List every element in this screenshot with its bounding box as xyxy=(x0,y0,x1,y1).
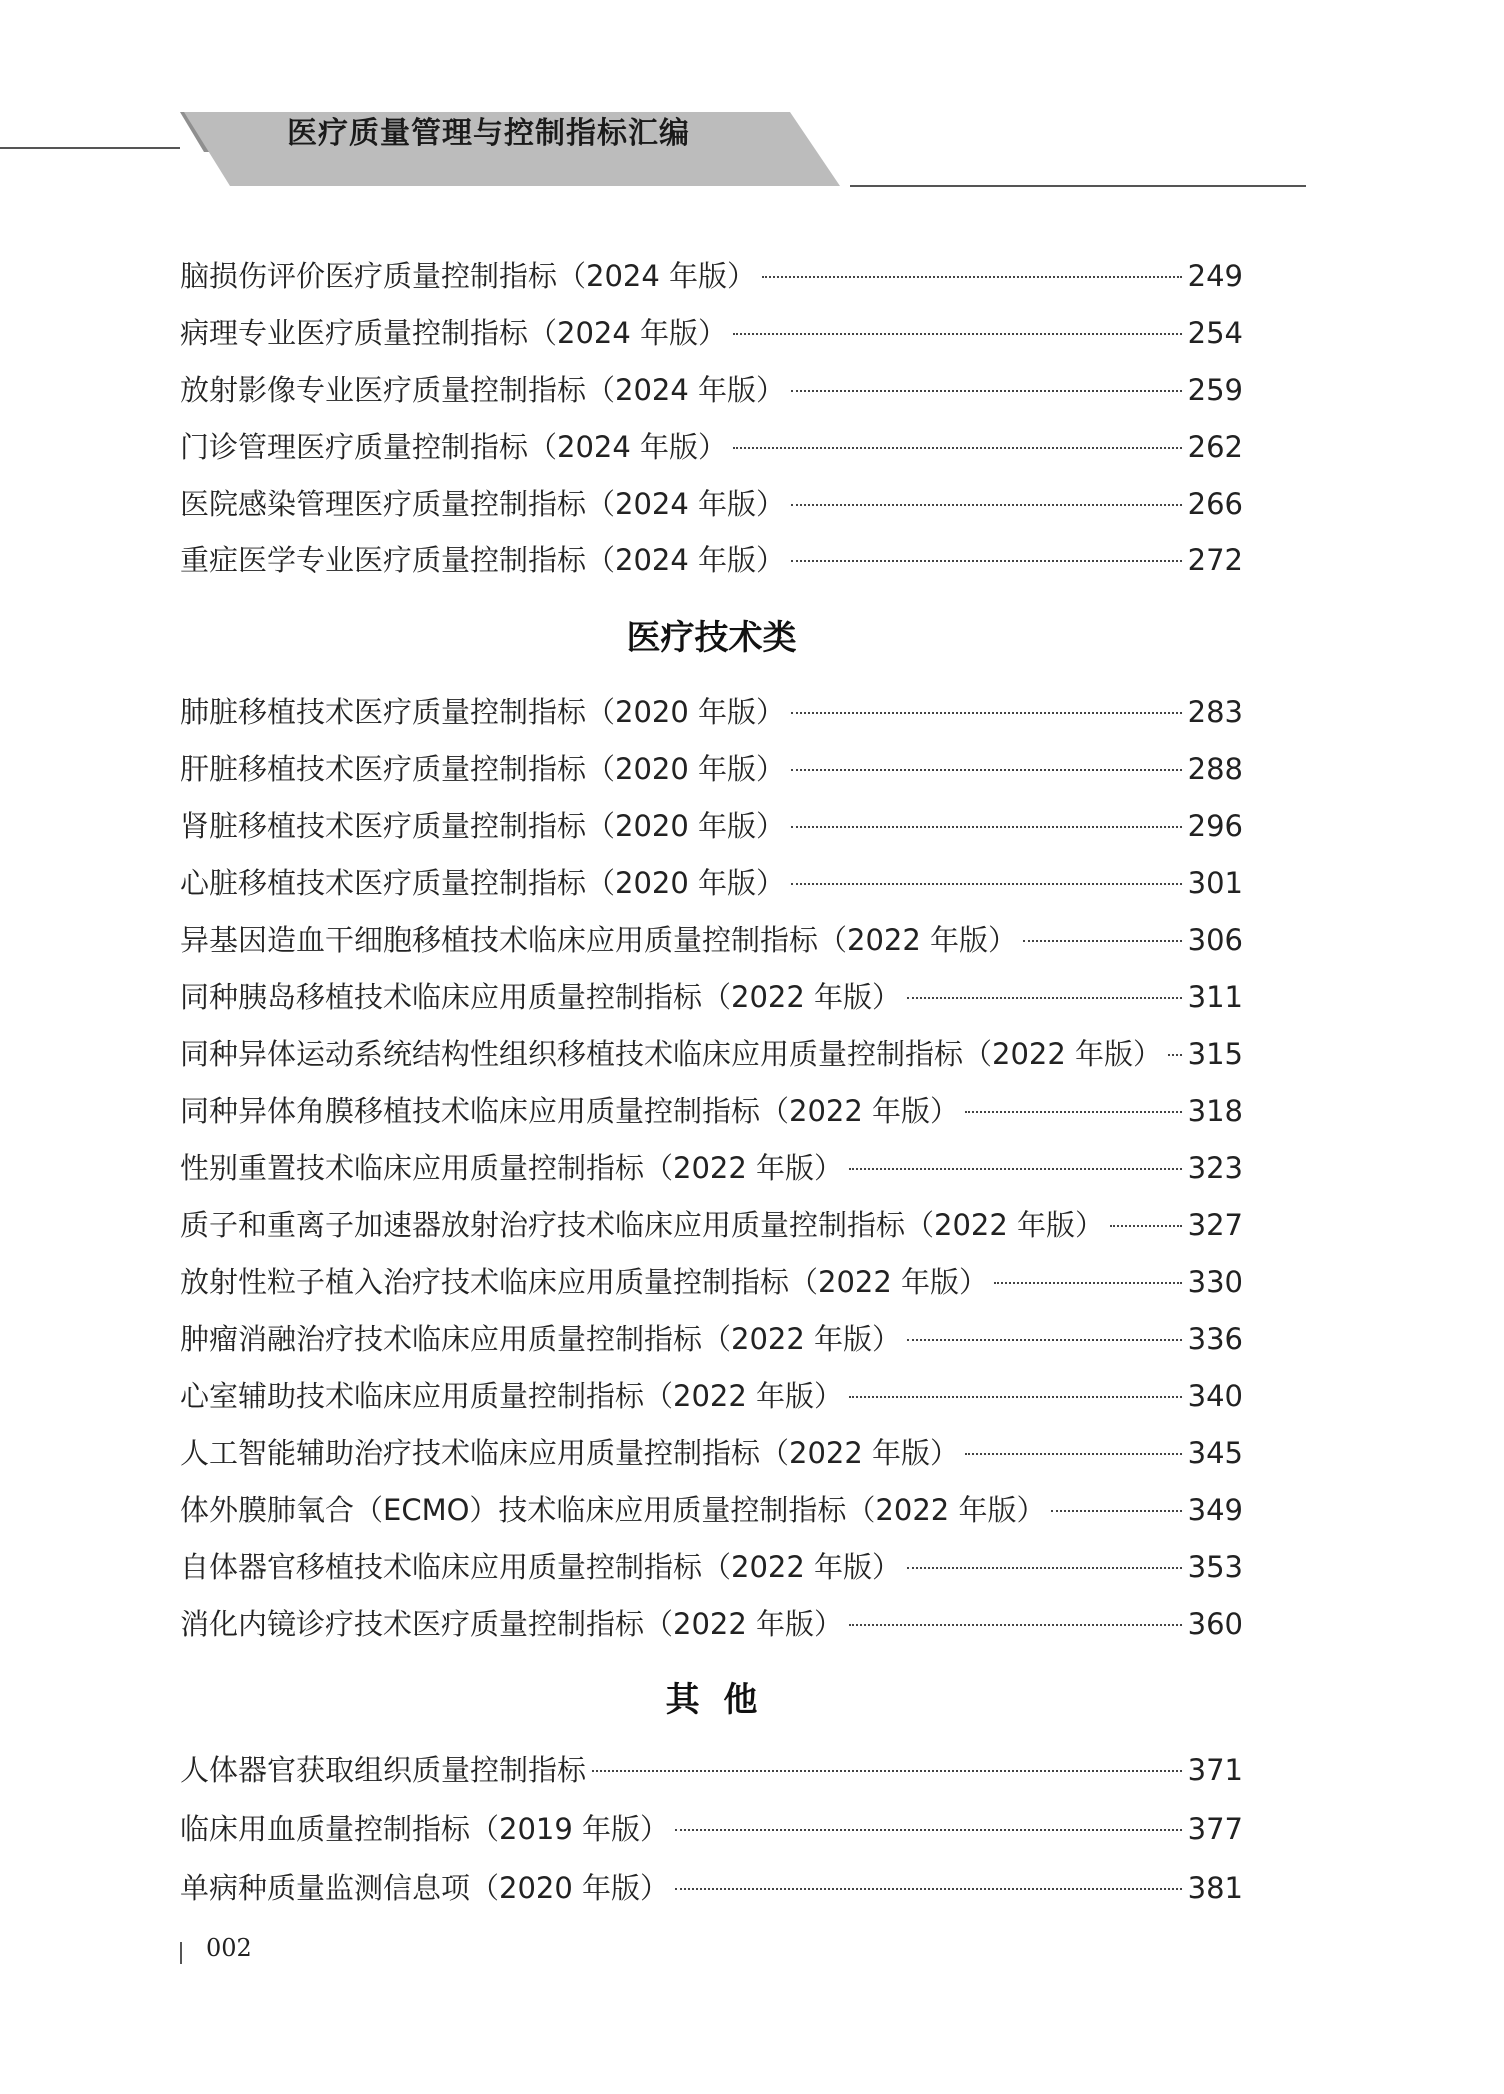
toc-entry-title: 肺脏移植技术医疗质量控制指标（2020 年版） xyxy=(180,695,786,729)
dot-leader xyxy=(849,1168,1182,1170)
toc-entry[interactable] xyxy=(180,914,1243,966)
dot-leader xyxy=(675,1829,1182,1831)
toc-entry[interactable] xyxy=(180,800,1243,852)
toc-entry-page: 371 xyxy=(1187,1753,1243,1787)
dot-leader xyxy=(849,1396,1182,1398)
toc-entry-page: 288 xyxy=(1187,752,1243,786)
toc-entry-title: 脑损伤评价医疗质量控制指标（2024 年版） xyxy=(180,259,757,293)
toc-entry-page: 283 xyxy=(1187,695,1243,729)
dot-leader xyxy=(791,712,1182,714)
toc-entry[interactable] xyxy=(180,1142,1243,1194)
toc-entry[interactable] xyxy=(180,971,1243,1023)
toc-entry[interactable] xyxy=(180,1028,1243,1080)
toc-entry[interactable] xyxy=(180,1085,1243,1137)
toc-entry-page: 336 xyxy=(1187,1322,1243,1356)
toc-entry-page: 311 xyxy=(1187,980,1243,1014)
toc-entry[interactable] xyxy=(180,1803,1243,1855)
dot-leader xyxy=(791,826,1182,828)
dot-leader xyxy=(791,390,1182,392)
toc-entry-title: 门诊管理医疗质量控制指标（2024 年版） xyxy=(180,430,728,464)
toc-entry[interactable] xyxy=(180,1313,1243,1365)
toc-entry-title: 人工智能辅助治疗技术临床应用质量控制指标（2022 年版） xyxy=(180,1436,960,1470)
toc-entry-title: 自体器官移植技术临床应用质量控制指标（2022 年版） xyxy=(180,1550,902,1584)
toc-entry[interactable] xyxy=(180,686,1243,738)
toc-entry[interactable] xyxy=(180,743,1243,795)
toc-entry-title: 心室辅助技术临床应用质量控制指标（2022 年版） xyxy=(180,1379,844,1413)
dot-leader xyxy=(907,997,1182,999)
toc-entry-page: 327 xyxy=(1187,1208,1243,1242)
toc-entry[interactable] xyxy=(180,307,1243,359)
toc-entry-page: 254 xyxy=(1187,316,1243,350)
toc-entry-page: 296 xyxy=(1187,809,1243,843)
toc-entry-page: 330 xyxy=(1187,1265,1243,1299)
section-heading: 其 他 xyxy=(665,1680,758,1720)
toc-entry-title: 心脏移植技术医疗质量控制指标（2020 年版） xyxy=(180,866,786,900)
dot-leader xyxy=(1023,940,1182,942)
section-heading: 医疗技术类 xyxy=(626,618,797,658)
dot-leader xyxy=(791,504,1182,506)
toc-entry[interactable] xyxy=(180,1484,1243,1536)
toc-entry-title: 放射性粒子植入治疗技术临床应用质量控制指标（2022 年版） xyxy=(180,1265,989,1299)
dot-leader xyxy=(675,1888,1182,1890)
toc-entry[interactable] xyxy=(180,1427,1243,1479)
dot-leader xyxy=(1110,1225,1182,1227)
toc-entry-title: 同种异体角膜移植技术临床应用质量控制指标（2022 年版） xyxy=(180,1094,960,1128)
toc-entry-title: 重症医学专业医疗质量控制指标（2024 年版） xyxy=(180,543,786,577)
toc-entry[interactable] xyxy=(180,478,1243,530)
dot-leader xyxy=(965,1453,1182,1455)
dot-leader xyxy=(907,1567,1182,1569)
toc-entry[interactable] xyxy=(180,364,1243,416)
toc-entry-title: 消化内镜诊疗技术医疗质量控制指标（2022 年版） xyxy=(180,1607,844,1641)
toc-entry[interactable] xyxy=(180,421,1243,473)
dot-leader xyxy=(907,1339,1182,1341)
toc-entry-page: 301 xyxy=(1187,866,1243,900)
dot-leader xyxy=(791,769,1182,771)
toc-entry-page: 259 xyxy=(1187,373,1243,407)
toc-entry-page: 262 xyxy=(1187,430,1243,464)
toc-entry-title: 医院感染管理医疗质量控制指标（2024 年版） xyxy=(180,487,786,521)
toc-entry-title: 肾脏移植技术医疗质量控制指标（2020 年版） xyxy=(180,809,786,843)
page-number: 002 xyxy=(206,1934,252,1962)
toc-entry-title: 性别重置技术临床应用质量控制指标（2022 年版） xyxy=(180,1151,844,1185)
toc-entry-page: 306 xyxy=(1187,923,1243,957)
toc-entry-title: 同种胰岛移植技术临床应用质量控制指标（2022 年版） xyxy=(180,980,902,1014)
dot-leader xyxy=(1051,1510,1181,1512)
toc-entry[interactable] xyxy=(180,857,1243,909)
toc-entry-page: 318 xyxy=(1187,1094,1243,1128)
toc-entry[interactable] xyxy=(180,534,1243,586)
toc-entry-page: 323 xyxy=(1187,1151,1243,1185)
toc-entry-title: 人体器官获取组织质量控制指标 xyxy=(180,1753,587,1787)
toc-entry-page: 345 xyxy=(1187,1436,1243,1470)
toc-entry-page: 249 xyxy=(1187,259,1243,293)
toc-entry[interactable] xyxy=(180,250,1243,302)
dot-leader xyxy=(592,1770,1182,1772)
dot-leader xyxy=(965,1111,1182,1113)
toc-entry-page: 340 xyxy=(1187,1379,1243,1413)
toc-entry-page: 315 xyxy=(1187,1037,1243,1071)
toc-entry-title: 同种异体运动系统结构性组织移植技术临床应用质量控制指标（2022 年版） xyxy=(180,1037,1163,1071)
toc-entry[interactable] xyxy=(180,1862,1243,1914)
dot-leader xyxy=(1168,1054,1182,1056)
dot-leader xyxy=(791,560,1182,562)
toc-entry[interactable] xyxy=(180,1199,1243,1251)
toc-entry-title: 放射影像专业医疗质量控制指标（2024 年版） xyxy=(180,373,786,407)
toc-entry-title: 病理专业医疗质量控制指标（2024 年版） xyxy=(180,316,728,350)
toc-entry-title: 临床用血质量控制指标（2019 年版） xyxy=(180,1812,670,1846)
toc-entry[interactable] xyxy=(180,1744,1243,1796)
toc-entry-title: 单病种质量监测信息项（2020 年版） xyxy=(180,1871,670,1905)
toc-entry-page: 353 xyxy=(1187,1550,1243,1584)
dot-leader xyxy=(994,1282,1182,1284)
toc-entry-title: 肿瘤消融治疗技术临床应用质量控制指标（2022 年版） xyxy=(180,1322,902,1356)
toc-entry[interactable] xyxy=(180,1541,1243,1593)
toc-entry-title: 肝脏移植技术医疗质量控制指标（2020 年版） xyxy=(180,752,786,786)
footer-bar xyxy=(180,1942,182,1964)
dot-leader xyxy=(791,883,1182,885)
toc-entry-page: 360 xyxy=(1187,1607,1243,1641)
dot-leader xyxy=(762,276,1182,278)
toc-entry-page: 381 xyxy=(1187,1871,1243,1905)
toc-entry-page: 272 xyxy=(1187,543,1243,577)
book-title: 医疗质量管理与控制指标汇编 xyxy=(287,116,690,151)
toc-entry-page: 349 xyxy=(1187,1493,1243,1527)
toc-entry-title: 异基因造血干细胞移植技术临床应用质量控制指标（2022 年版） xyxy=(180,923,1018,957)
dot-leader xyxy=(733,447,1182,449)
toc-entry[interactable] xyxy=(180,1370,1243,1422)
toc-entry[interactable] xyxy=(180,1256,1243,1308)
dot-leader xyxy=(849,1624,1182,1626)
toc-entry-page: 266 xyxy=(1187,487,1243,521)
toc-entry[interactable] xyxy=(180,1598,1243,1650)
toc-entry-page: 377 xyxy=(1187,1812,1243,1846)
header-banner xyxy=(0,0,1504,200)
toc-entry-title: 质子和重离子加速器放射治疗技术临床应用质量控制指标（2022 年版） xyxy=(180,1208,1105,1242)
toc-entry-title: 体外膜肺氧合（ECMO）技术临床应用质量控制指标（2022 年版） xyxy=(180,1493,1046,1527)
dot-leader xyxy=(733,333,1182,335)
running-header xyxy=(0,0,1504,200)
